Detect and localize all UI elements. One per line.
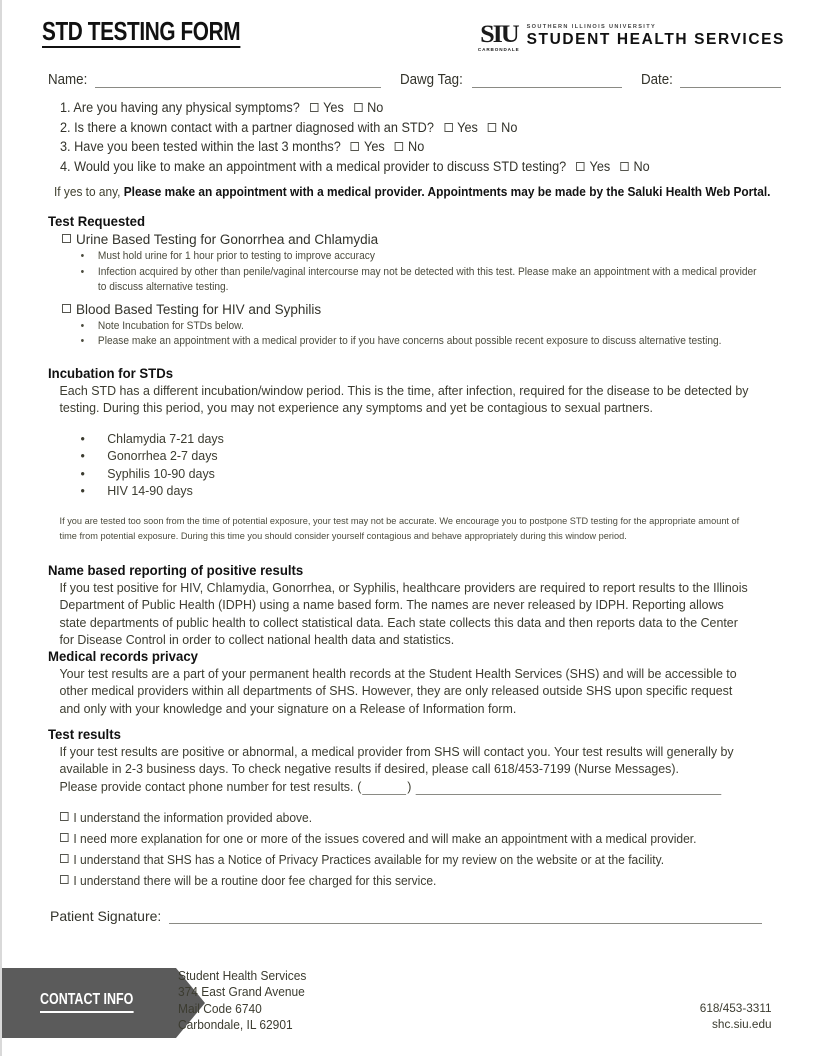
incubation-period-item xyxy=(48,447,754,464)
question-row xyxy=(60,157,742,177)
question-2-no-label: No xyxy=(501,119,518,135)
urine-test-bullet-text: Infection acquired by other than penile/vaginal intercourse may not be detected with this test. Please make an appointment with a medical provider to discuss alternative testing. xyxy=(97,265,757,293)
footer-phone: 618/453-3311 xyxy=(700,1001,772,1015)
question-2-yes-label: Yes xyxy=(457,119,478,135)
address-line: Carbondale, IL 62901 xyxy=(178,1018,293,1033)
bullet-dot-icon: • xyxy=(80,319,85,332)
ack-checkbox-privacy-practices[interactable] xyxy=(60,854,69,863)
logo-university-line: SOUTHERN ILLINOIS UNIVERSITY xyxy=(526,23,657,30)
test-option-urine[interactable] xyxy=(48,230,787,249)
phone-prompt-row xyxy=(48,778,754,795)
identity-row xyxy=(48,72,785,88)
blood-test-bullet-text: Note Incubation for STDs below. xyxy=(97,319,244,332)
blood-test-label: Blood Based Testing for HIV and Syphilis xyxy=(76,301,322,317)
signature-row xyxy=(50,908,785,924)
name-label: Name: xyxy=(48,72,88,88)
area-code-paren-open: ( xyxy=(357,778,362,794)
incubation-period-text: Syphilis 10-90 days xyxy=(107,465,215,481)
question-2-yes-checkbox[interactable] xyxy=(444,123,452,132)
name-input[interactable] xyxy=(95,75,381,88)
dawg-tag-input[interactable] xyxy=(472,75,622,88)
question-row xyxy=(60,118,742,138)
address-line: 374 East Grand Avenue xyxy=(178,985,305,1000)
footer-address xyxy=(178,968,306,1034)
blood-test-bullet xyxy=(48,334,757,350)
section-medical-records-privacy xyxy=(48,648,787,717)
privacy-body: Your test results are a part of your permanent health records at the Student Health Services (SHS) and will be accessible to other medical providers within all departments of SHS. However, they are only released outside SHS upon specific request and only with your knowledge and your signature on a Release of Information form. xyxy=(59,666,737,716)
siu-logo xyxy=(478,22,785,53)
section-heading-incubation: Incubation for STDs xyxy=(48,365,174,381)
phone-number-input[interactable] xyxy=(415,782,721,795)
acknowledgement-item[interactable] xyxy=(60,871,754,892)
if-yes-notice xyxy=(54,185,771,199)
section-heading-privacy: Medical records privacy xyxy=(48,648,198,664)
bullet-dot-icon: • xyxy=(80,430,85,446)
signature-input[interactable] xyxy=(169,911,762,924)
bullet-dot-icon: • xyxy=(80,465,85,481)
address-line: Student Health Services xyxy=(178,969,307,983)
section-name-based-reporting xyxy=(48,562,787,649)
section-incubation xyxy=(48,365,787,544)
blood-test-bullet-text: Please make an appointment with a medical provider to if you have concerns about possible recent exposure to discuss alternative testing. xyxy=(97,335,722,347)
question-2-no-checkbox[interactable] xyxy=(488,123,496,132)
footer-website[interactable]: shc.siu.edu xyxy=(712,1017,772,1032)
ack-checkbox-need-explanation[interactable] xyxy=(60,833,69,842)
question-number: 3. xyxy=(60,139,71,154)
section-test-requested xyxy=(48,213,787,350)
ack-label: I need more explanation for one or more of the issues covered and will make an appointment with a medical provider. xyxy=(73,832,697,846)
siu-letters: SIU xyxy=(479,21,518,48)
page-title: STD TESTING FORM xyxy=(42,18,240,48)
if-yes-emphasis: Please make an appointment with a medical provider. Appointments may be made by the Saluki Health Web Portal. xyxy=(123,185,771,199)
question-1-no-checkbox[interactable] xyxy=(354,103,362,112)
urine-test-bullet-text: Must hold urine for 1 hour prior to testing to improve accuracy xyxy=(97,250,375,262)
bullet-dot-icon: • xyxy=(80,265,85,278)
question-text: Is there a known contact with a partner diagnosed with an STD? xyxy=(74,119,434,135)
bullet-dot-icon: • xyxy=(80,448,85,464)
acknowledgement-item[interactable] xyxy=(60,808,754,829)
blood-test-checkbox[interactable] xyxy=(62,304,71,313)
form-footer xyxy=(2,968,816,1038)
siu-mark xyxy=(478,22,520,53)
question-row xyxy=(60,137,742,157)
contact-info-badge-label: CONTACT INFO xyxy=(40,991,133,1013)
acknowledgement-list xyxy=(60,808,787,892)
section-heading-test-requested: Test Requested xyxy=(48,213,146,229)
ack-checkbox-door-fee[interactable] xyxy=(60,875,69,884)
bullet-dot-icon: • xyxy=(80,335,85,347)
bullet-dot-icon: • xyxy=(80,250,85,262)
section-test-results xyxy=(48,726,787,795)
question-4-yes-checkbox[interactable] xyxy=(576,162,584,171)
urine-test-label: Urine Based Testing for Gonorrhea and Chlamydia xyxy=(76,232,379,247)
question-4-yes-label: Yes xyxy=(589,158,611,174)
incubation-period-text: HIV 14-90 days xyxy=(107,483,193,499)
question-1-no-label: No xyxy=(367,100,384,115)
bullet-dot-icon: • xyxy=(80,483,85,499)
section-heading-test-results: Test results xyxy=(48,726,121,742)
question-number: 1. xyxy=(60,100,71,115)
incubation-period-item xyxy=(48,465,754,482)
question-4-no-label: No xyxy=(633,158,650,174)
date-label: Date: xyxy=(641,72,673,88)
ack-label: I understand that SHS has a Notice of Privacy Practices available for my review on the website or at the facility. xyxy=(73,853,665,867)
incubation-period-text: Chlamydia 7-21 days xyxy=(107,430,224,446)
name-reporting-body: If you test positive for HIV, Chlamydia, Gonorrhea, or Syphilis, healthcare providers are required to report results to the Illinois Department of Public Health (IDPH) using a name based form. The names are never released by IDPH. Reporting allows state departments of public health to collect statistical data. Each state collects this data and then reports data to the Center for Disease Control in order to collect national health data and statistics. xyxy=(59,580,748,648)
form-header xyxy=(42,18,785,70)
question-1-yes-checkbox[interactable] xyxy=(310,103,318,112)
if-yes-prefix: If yes to any, xyxy=(54,185,124,199)
question-text: Have you been tested within the last 3 months? xyxy=(74,139,341,154)
date-input[interactable] xyxy=(680,75,781,88)
question-text: Would you like to make an appointment with a medical provider to discuss STD testing? xyxy=(74,158,567,174)
question-number: 2. xyxy=(60,119,71,135)
address-line: Mail Code 6740 xyxy=(178,1001,262,1016)
urine-test-bullet xyxy=(48,265,757,296)
section-heading-name-reporting: Name based reporting of positive results xyxy=(48,562,304,578)
area-code-paren-close: ) xyxy=(407,778,412,794)
question-3-no-label: No xyxy=(408,139,425,154)
screening-questions xyxy=(60,98,785,176)
incubation-period-item xyxy=(48,430,754,447)
question-4-no-checkbox[interactable] xyxy=(620,162,628,171)
question-text: Are you having any physical symptoms? xyxy=(73,100,300,115)
dawg-tag-label: Dawg Tag: xyxy=(399,72,463,88)
incubation-period-item xyxy=(48,482,754,499)
urine-test-bullet xyxy=(48,249,757,265)
question-3-yes-checkbox[interactable] xyxy=(351,142,359,151)
question-3-no-checkbox[interactable] xyxy=(395,142,403,151)
incubation-note: If you are tested too soon from the time of potential exposure, your test may not be accurate. We encourage you to postpone STD testing for the appropriate amount of time from potential exposure. During this time you should consider yourself contagious and behave appropriately during this window period. xyxy=(59,516,740,542)
test-results-body: If your test results are positive or abnormal, a medical provider from SHS will contact you. Your test results will generally by available in 2-3 business days. To check negative results if desired, please call 618/453-7199 (Nurse Messages). xyxy=(59,744,734,777)
logo-wordmark xyxy=(527,25,785,53)
incubation-period-text: Gonorrhea 2-7 days xyxy=(107,448,218,464)
urine-test-checkbox[interactable] xyxy=(62,234,71,243)
question-row xyxy=(60,98,742,118)
question-3-yes-label: Yes xyxy=(364,139,385,154)
ack-label: I understand there will be a routine door fee charged for this service. xyxy=(73,874,437,888)
question-1-yes-label: Yes xyxy=(323,100,344,115)
signature-label: Patient Signature: xyxy=(50,908,162,924)
area-code-input[interactable] xyxy=(362,782,406,795)
ack-label: I understand the information provided above. xyxy=(73,811,313,825)
acknowledgement-item[interactable] xyxy=(60,850,754,871)
footer-contact-details xyxy=(700,1000,772,1033)
logo-department-line: STUDENT HEALTH SERVICES xyxy=(526,31,785,49)
siu-campus-label: CARBONDALE xyxy=(477,47,520,52)
test-option-blood[interactable] xyxy=(48,300,787,319)
ack-checkbox-understand-info[interactable] xyxy=(60,812,69,821)
acknowledgement-item[interactable] xyxy=(60,829,754,850)
question-number: 4. xyxy=(60,158,71,174)
incubation-intro: Each STD has a different incubation/window period. This is the time, after infection, required for the disease to be detected by testing. During this period, you may not experience any symptoms and yet be contagious to sexual partners. xyxy=(59,383,749,416)
phone-prompt-label: Please provide contact phone number for test results. xyxy=(59,778,354,794)
blood-test-bullet xyxy=(48,319,757,335)
